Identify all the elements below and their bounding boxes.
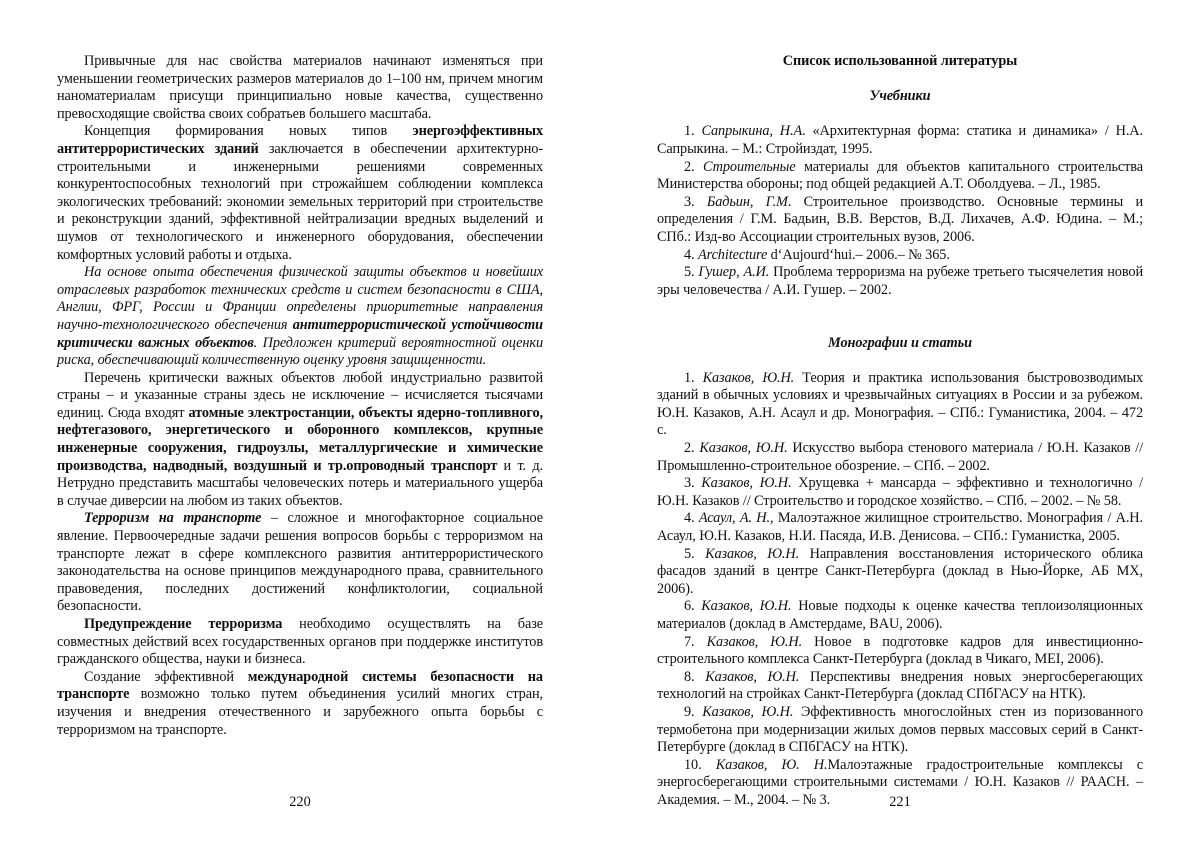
text-run: Искусство выбора стенового материала / Ю.Н. Казаков // Промышленно-строительное обозрение. – СПб. – 2002.	[657, 440, 1144, 474]
text-run: возможно только путем объединения усилий многих стран, изучения и внедрения отечественного и зарубежного опыта борьбы с терроризмом на транспорте.	[57, 686, 543, 738]
text-run: Architecture	[698, 246, 768, 263]
text-run: Хрущевка + мансарда – эффективно и технологично / Ю.Н. Казаков // Строительство и городское хозяйство. – СПб. – 2002. – № 58.	[657, 475, 1144, 509]
text-run: антитеррористической устойчивости критически важных объектов	[57, 316, 543, 351]
page-number: 221	[889, 794, 911, 810]
text-run: 7.	[684, 633, 707, 650]
text-run: Казаков, Ю.Н.	[706, 633, 803, 650]
bibliography-title: Список использованной литературы	[782, 53, 1018, 69]
paragraph	[57, 510, 543, 616]
text-run: 3.	[684, 193, 707, 210]
paragraph	[57, 370, 543, 511]
text-run: . Строительное производство. Основные термины и определения / Г.М. Бадьин, В.В. Верстов, В.Д. Лихачев, А.Ф. Юдина. – М.; СПб.: Изд-во Ассоциации строительных вузов, 2006.	[657, 193, 1144, 245]
text-run: Предупреждение терроризма	[84, 616, 283, 632]
paragraph	[57, 53, 543, 123]
page-number: 220	[289, 794, 311, 810]
text-run: 2.	[684, 440, 700, 457]
text-run: Гушер, А.И.	[698, 264, 770, 281]
left-page-text	[57, 53, 543, 739]
text-run: 3.	[684, 475, 702, 492]
text-run: Терроризм на транспорте	[84, 510, 262, 527]
paragraph	[57, 264, 543, 370]
section-spacer	[657, 299, 1143, 334]
text-run: 4.	[684, 510, 699, 527]
text-run: Казаков, Ю. Н.	[715, 756, 828, 773]
textbook-entry	[657, 194, 1143, 247]
monograph-entry	[657, 475, 1143, 510]
text-run: материалы для объектов капитального строительства Министерства обороны; под общей редакцией А.Т. Оболдуева. – Л., 1985.	[657, 158, 1143, 193]
text-run: Казаков, Ю.Н.	[705, 668, 800, 685]
text-run: Концепция формирования новых типов	[84, 123, 413, 140]
text-run: Бадьин, Г.М	[706, 193, 788, 210]
text-run: d‘Aujourd‘hui.– 2006.– № 365.	[767, 246, 950, 263]
text-run: 9.	[684, 703, 703, 720]
textbooks-heading: Учебники	[869, 88, 931, 105]
monograph-entry	[657, 634, 1143, 669]
text-run: 5.	[684, 545, 706, 562]
monograph-entry	[657, 598, 1143, 633]
paragraph	[57, 616, 543, 669]
text-run: Казаков, Ю.Н.	[701, 598, 792, 615]
text-run: Перспективы внедрения новых энергосберегающих технологий на стройках Санкт-Петербурга (доклад СПбГАСУ на НТК).	[657, 668, 1143, 703]
monograph-entry	[657, 669, 1143, 704]
text-run: Проблема терроризма на рубеже третьего тысячелетия новой эры человечества / А.И. Гушер. – 2002.	[657, 264, 1143, 298]
text-run: 2.	[684, 158, 703, 175]
text-run: Привычные для нас свойства материалов начинают изменяться при уменьшении геометрических размеров материалов до 1–100 нм, причем многим наноматериалам присущи принципиально новые качества, существенно превосходящие свойства своих собратьев большего масштаба.	[57, 53, 543, 122]
text-run: Сапрыкина, Н.А	[701, 123, 803, 140]
paragraph	[57, 669, 543, 739]
text-run: Новые подходы к оценке качества теплоизоляционных материалов (доклад в Амстердаме, BAU, 2006).	[657, 598, 1143, 632]
text-run: Малоэтажные градостроительные комплексы с энергосберегающими строительными системами / Ю.Н. Казаков // РААСН. – Академия. – М., 2004. – № 3.	[657, 756, 1144, 808]
text-run: 4.	[684, 246, 698, 263]
text-run: и т. д. Нетрудно представить масштабы человеческих потерь и материального ущерба в случае диверсии на любом из таких объектов.	[57, 457, 544, 509]
text-run: энергоэффективных антитеррористических зданий	[57, 123, 543, 157]
text-run: Направления восстановления исторического облика фасадов зданий в центре Санкт-Петербурга (доклад в Нью-Йорке, АБ МХ, 2006).	[657, 545, 1143, 597]
monograph-entry	[657, 440, 1143, 475]
text-run: Теория и практика использования быстровозводимых зданий в обычных условиях и чрезвычайных ситуациях в России и за рубежом. Ю.Н. Казаков, А.Н. Асаул и др. Монография. – СПб.: Гуманистика, 2004. – 472 с.	[657, 369, 1144, 439]
text-run: Строительные	[703, 158, 796, 175]
text-run: Эффективность многослойных стен из поризованного термобетона при модернизации жилых домов первых массовых серий в Санкт-Петербурге (доклад в СПбГАСУ на НТК).	[657, 703, 1143, 756]
text-run: 6.	[684, 598, 702, 615]
paragraph	[57, 123, 543, 264]
text-run: 8.	[684, 668, 706, 685]
textbook-entry	[657, 159, 1143, 194]
text-run: заключается в обеспечении архитектурно-строительными и инженерными решениями современных конкурентоспособных технологий при строжайшем соблюдении комплекса экологических требований: экономии земельных территорий при строительстве и реконструкции зданий, эффективной нейтрализации вредных выделений и шумов от технологического и инженерного оборудования, обеспечении комфортных условий работы и отдыха.	[57, 140, 543, 263]
text-run: На основе опыта обеспечения физической защиты объектов и новейших отраслевых разработок технических средств и систем безопасности в США, Англии, ФРГ, России и Франции определены приоритетные направления научно-технологического обеспечения	[57, 264, 543, 333]
text-run: Перечень критически важных объектов любой индустриально развитой страны – и указанные страны здесь не исключение – исчисляется тысячами единиц. Сюда входят	[57, 369, 543, 421]
text-run: Асаул, А. Н.	[698, 510, 770, 527]
textbook-entry	[657, 123, 1143, 158]
text-run: Новое в подготовке кадров для инвестиционно-строительного комплекса Санкт-Петербурга (доклад в Чикаго, MEI, 2006).	[657, 633, 1144, 668]
monograph-entry	[657, 510, 1143, 545]
text-run: атомные электростанции, объекты ядерно-топливного, нефтегазового, энергетического и оборонного комплексов, крупные инженерные сооружения, гидроузлы, металлургические и химические производства, надводный, воздушный и тр.опроводный транспорт	[57, 404, 543, 474]
monograph-entry	[657, 546, 1143, 599]
text-run: Казаков, Ю.Н.	[705, 545, 800, 562]
text-run: – сложное и многофакторное социальное явление. Первоочередные задачи решения вопросов борьбы с терроризмом на транспорте лежат в сфере комплексного развития антитеррористического законодательства на основе принципов международного права, сравнительного правоведения, последних достижений конфликтологии, социальной безопасности.	[57, 510, 543, 615]
text-run: 1.	[684, 369, 703, 386]
text-run: Казаков, Ю.Н.	[701, 475, 792, 492]
text-run: Казаков, Ю.Н.	[702, 703, 794, 720]
monograph-entry	[657, 704, 1143, 757]
text-run: Создание эффективной	[84, 668, 248, 685]
right-page	[600, 0, 1200, 848]
text-run: Казаков, Ю.Н.	[702, 369, 795, 386]
text-run: . «Архитектурная форма: статика и динамика» / Н.А. Сапрыкина. – М.: Стройиздат, 1995.	[657, 123, 1143, 157]
textbook-entry	[657, 264, 1143, 299]
bibliography	[657, 53, 1143, 810]
text-run: международной системы безопасности на транспорте	[57, 668, 543, 703]
text-run: . Предложен критерий вероятностной оценки риска, обеспечивающий количественную оценку уровня защищенности.	[57, 334, 543, 369]
text-run: 1.	[684, 123, 702, 140]
text-run: Казаков, Ю.Н.	[699, 440, 788, 457]
monographs-heading: Монографии и статьи	[828, 334, 972, 351]
text-run: необходимо осуществлять на базе совместных действий всех государственных органов при поддержке институтов гражданского общества, науки и бизнеса.	[57, 616, 543, 668]
textbook-entry	[657, 247, 1143, 265]
text-run: 5.	[684, 264, 699, 281]
text-run: , Малоэтажное жилищное строительство. Монография / А.Н. Асаул, Ю.Н. Казаков, Н.И. Пасяда, И.В. Денисова. – СПб.: Гуманистка, 2005.	[657, 510, 1143, 545]
monograph-entry	[657, 370, 1143, 440]
text-run: 10.	[684, 756, 716, 773]
